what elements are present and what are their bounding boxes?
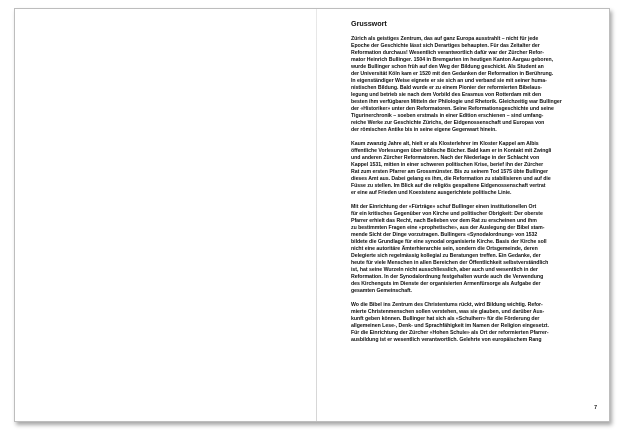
book-spread — [14, 8, 610, 422]
page-number: 7 — [594, 405, 597, 411]
left-page-blank — [15, 9, 316, 421]
right-page — [317, 9, 609, 421]
page-heading: Grusswort — [351, 19, 387, 28]
paragraph-4: Wo die Bibel ins Zentrum des Christentums rückt, wird Bildung wichtig. Refor- mierte Christenmenschen sollen verstehen, was sie glauben, und darüber Aus- kunft geben können. Bullinger hat sich als «Schulherr» für die Förderung der allgemeinen Lese-, Denk- und Sprachfähigkeit im Namen der Religion eingesetzt. Für die Einrichtung der Zürcher «Hohen Schule» als Ort der reformierten Pfarrer- ausbildung ist er wesentlich verantwortlich. Gelehrte von europäischem Rang — [351, 302, 549, 343]
paragraph-2: Kaum zwanzig Jahre alt, hielt er als Klosterlehrer im Kloster Kappel am Albis öffentliche Vorlesungen über biblische Bücher. Bald kam er in Kontakt mit Zwingli und anderen Zürcher Reformatoren. Nach der Niederlage in der Schlacht von Kappel 1531, mitten in einer schweren politischen Krise, berief ihn der Zürcher Rat zum ersten Pfarrer am Grossmünster. Bis zu seinem Tod 1575 übte Bullinger dieses Amt aus. Dabei gelang es ihm, die Reformation zu stabilisieren und auf die Füsse zu stellen. Im Blick auf die religiös gespaltene Eidgenossenschaft vertrat er eine auf Frieden und Koexistenz ausgerichtete politische Linie. — [351, 141, 552, 196]
paragraph-3: Mit der Einrichtung der «Fürträge» schuf Bullinger einen institutionellen Ort für ein kritisches Gegenüber von Kirche und politischer Obrigkeit: Der oberste Pfarrer erhielt das Recht, nach Belieben vor dem Rat zu erscheinen und ihm zu bestimmten Fragen eine «prophetische», aus der Auslegung der Bibel stam- mende Sicht der Dinge vorzutragen. Bullingers «Synodalordnung» von 1532 bildete die Grundlage für eine synodal organisierte Kirche. Basis der Kirche soll nicht eine autoritäre Ämterhierarchie sein, sondern die Ortsgemeinde, deren Delegierte sich regelmässig kollegial zu Beratungen treffen. Ein Gedanke, der heute für viele Menschen in allen Bereichen der Öffentlichkeit selbstverständlich ist, hat seine Wurzeln nicht ausschliesslich, aber auch und wesentlich in der Reformation. In der Synodalordnung festgehalten wurde auch die Verwendung des Kirchenguts im Dienste der organisierten Armenfürsorge als Aufgabe der gesamten Gemeinschaft. — [351, 204, 549, 294]
text-block — [351, 19, 599, 351]
paragraph-1: Zürich als geistiges Zentrum, das auf ganz Europa ausstrahlt – nicht für jede Epoche der Geschichte lässt sich Derartiges behaupten. Für das Zeitalter der Reformation durchaus! Wesentlich verantwortlich dafür war der Zürcher Refor- mator Heinrich Bullinger. 1504 in Bremgarten im heutigen Kanton Aargau geboren, wurde Bullinger schon früh auf den Weg der Bildung geschickt. Als Student an der Universität Köln kam er 1520 mit den Gedanken der Reformation in Berührung. In eigenständiger Weise eignete er sie sich an und verband sie mit seiner huma- nistischen Bildung. Bald wurde er zu einem Pionier der reformierten Bibelaus- legung und betrieb sie nach dem Vorbild des Erasmus von Rotterdam mit den besten ihm verfügbaren Mitteln der Philologie und Rhetorik. Gleichzeitig war Bullinger der «Historiker» unter den Reformatoren. Seine Reformationsgeschichte und seine Tigurinerchronik – soeben erstmals in einer Edition erschienen – sind umfang- reiche Werke zur Geschichte Zürichs, der Eidgenossenschaft und Europas von der römischen Antike bis in seine eigene Gegenwart hinein. — [351, 36, 562, 133]
